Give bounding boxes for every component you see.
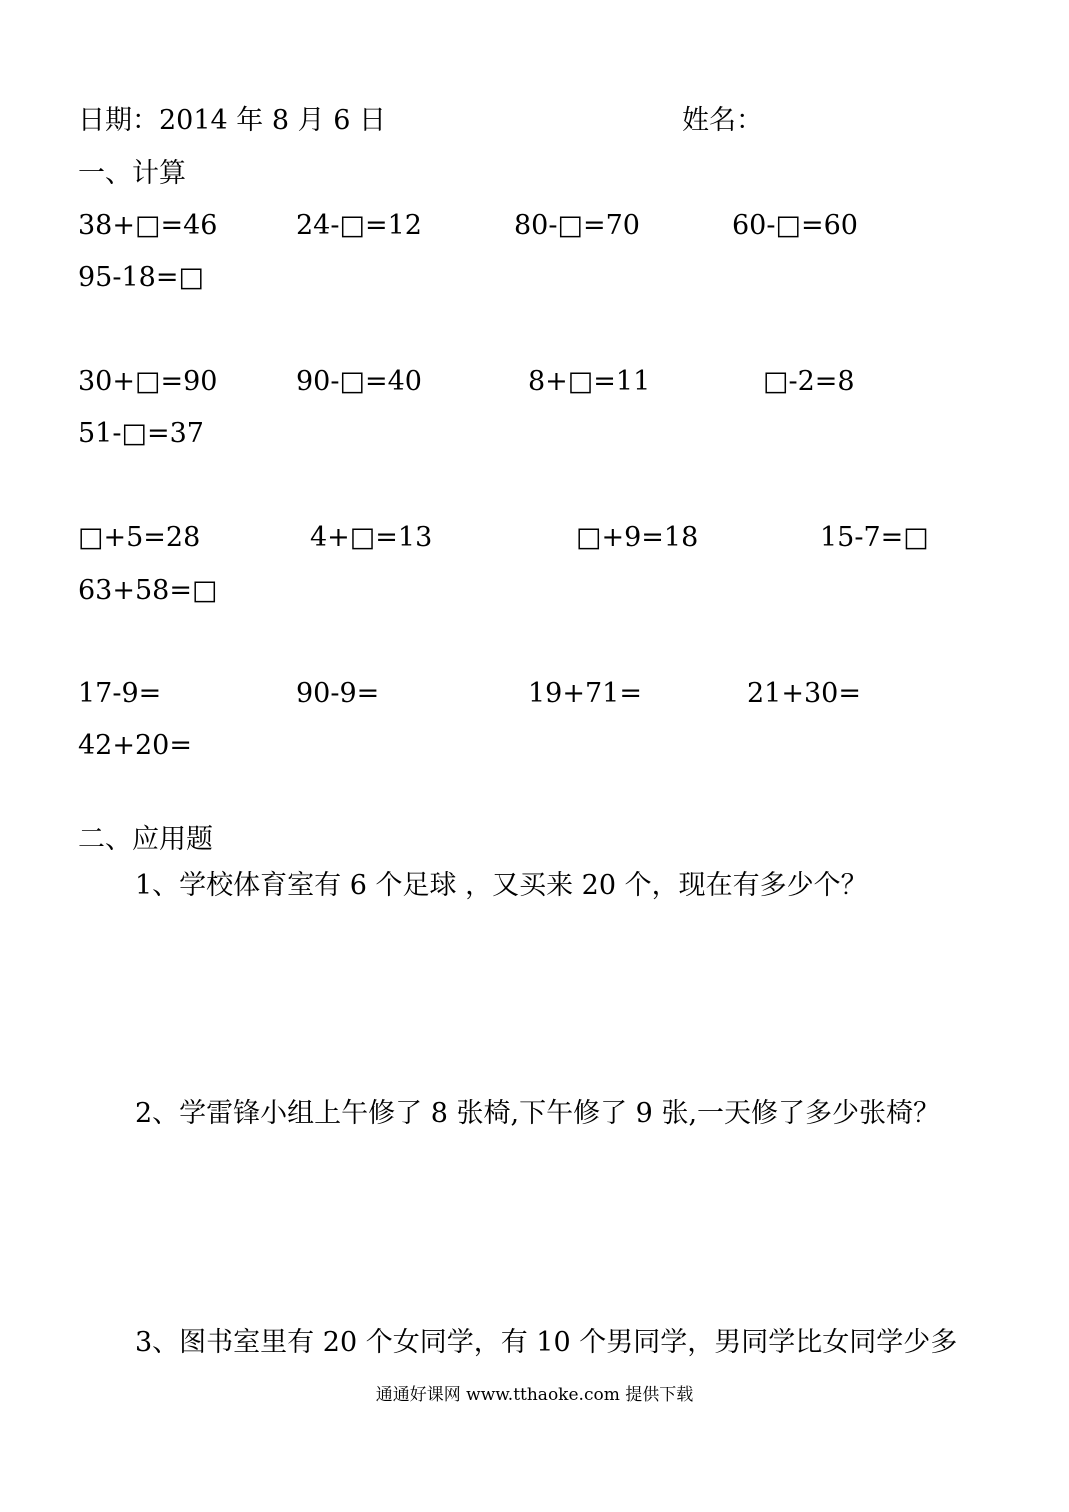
date-line: 日期：2014 年 8 月 6 日 [78,105,386,136]
question-1: 1、学校体育室有 6 个足球 ，又买来 20 个，现在有多少个？ [135,870,868,901]
calc-item: 80-□=70 [514,210,640,241]
calc-item: 30+□=90 [78,366,218,397]
calc-item: 63+58=□ [78,575,218,606]
calc-item: 8+□=11 [528,366,651,397]
calc-item: 90-□=40 [296,366,422,397]
calc-item: 24-□=12 [296,210,422,241]
question-3: 3、图书室里有 20 个女同学，有 10 个男同学，男同学比女同学少多 [135,1327,958,1358]
calc-item: 15-7=□ [820,522,929,553]
calc-item: □-2=8 [763,366,855,397]
name-label: 姓名： [682,105,763,136]
footer-text: 通通好课网 www.tthaoke.com 提供下载 [375,1385,694,1405]
calc-item: 17-9= [78,678,162,709]
calc-item: 51-□=37 [78,418,204,449]
calc-item: 19+71= [528,678,642,709]
calc-item: 21+30= [747,678,861,709]
calc-item: 4+□=13 [310,522,433,553]
calc-item: □+5=28 [78,522,201,553]
section2-title: 二、应用题 [78,824,213,855]
calc-item: 95-18=□ [78,262,204,293]
calc-item: □+9=18 [576,522,699,553]
calc-item: 38+□=46 [78,210,218,241]
calc-item: 90-9= [296,678,380,709]
calc-item: 42+20= [78,730,192,761]
section1-title: 一、计算 [78,158,186,189]
calc-item: 60-□=60 [732,210,858,241]
question-2: 2、学雷锋小组上午修了 8 张椅,下午修了 9 张,一天修了多少张椅？ [135,1098,941,1129]
